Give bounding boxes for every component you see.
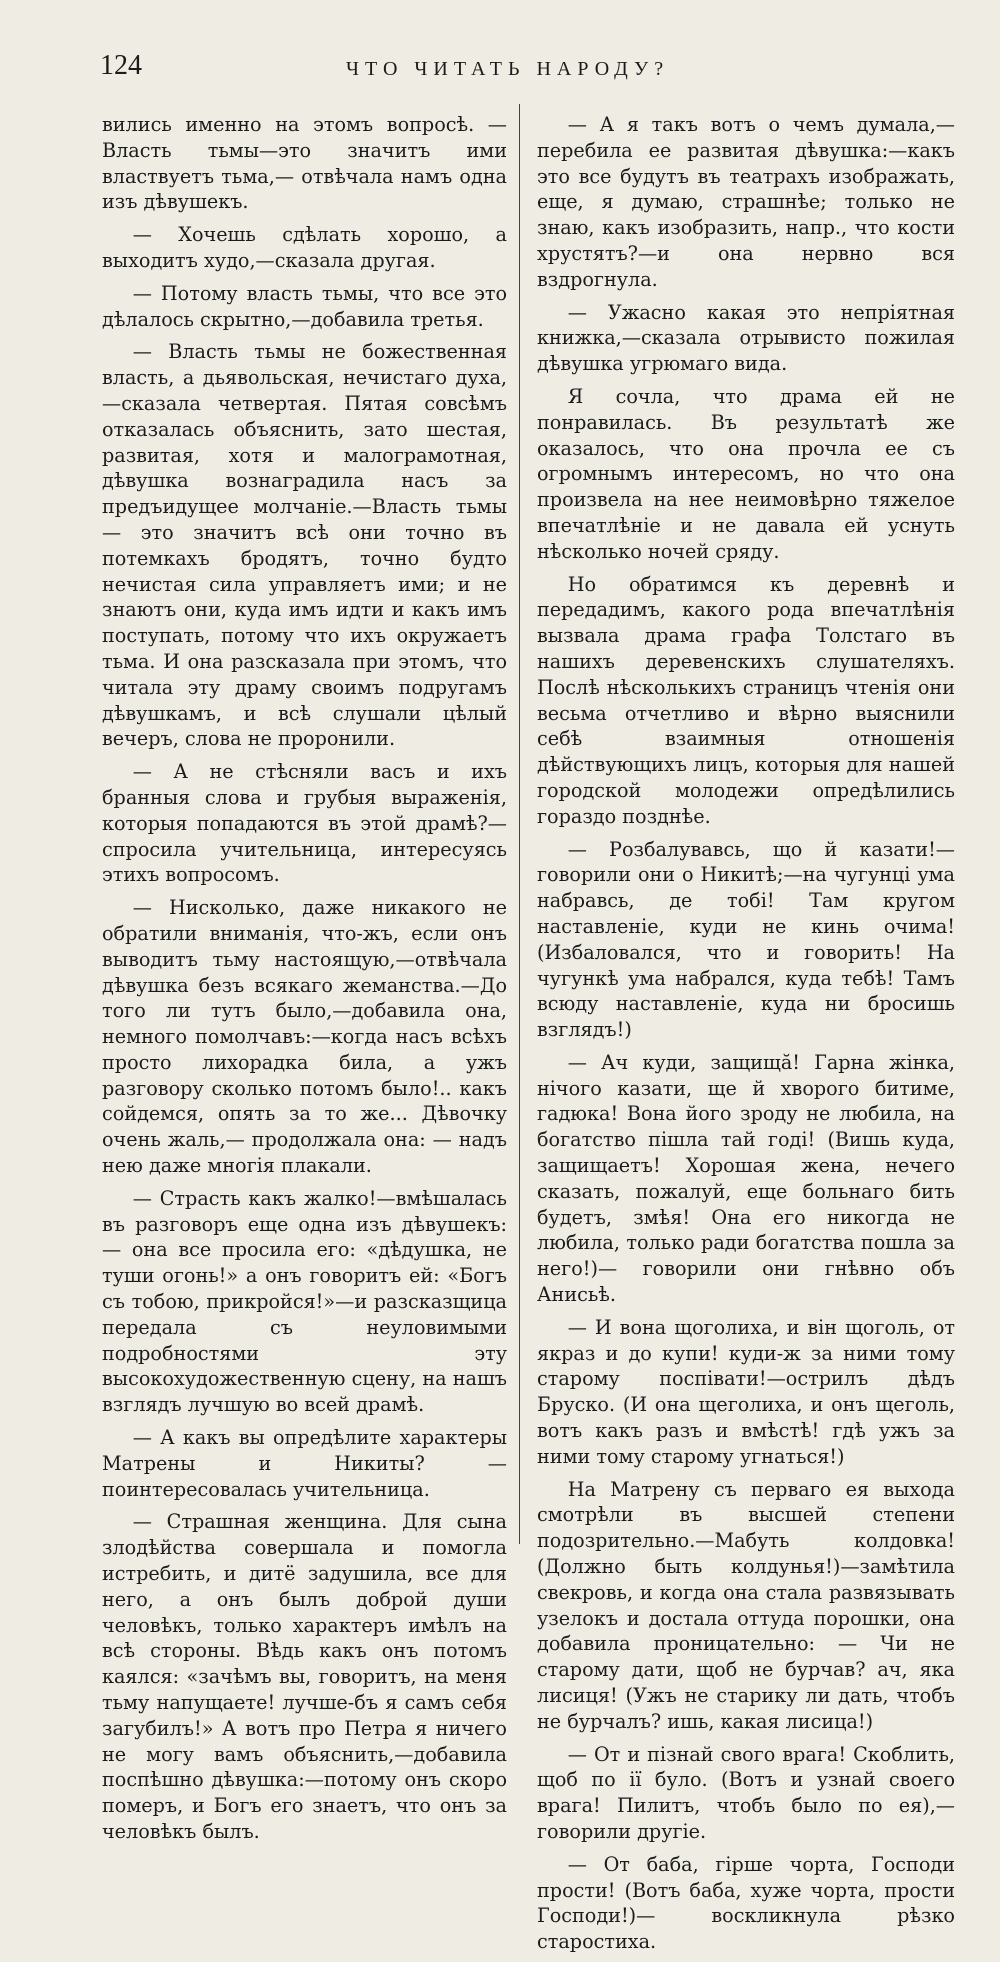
left-column [102, 112, 507, 1852]
column-divider [519, 104, 520, 1544]
right-column [537, 112, 955, 1962]
paragraph: — Потому власть тьмы, что все это дѣлалось скрытно,—добавила третья. [102, 281, 507, 331]
page-header [100, 50, 1000, 100]
paragraph: — А не стѣсняли васъ и ихъ бранныя слова и грубыя выраженія, которыя попадаются въ этой драмѣ?—спросила учительница, интересуясь этихъ вопросомъ. [102, 760, 507, 887]
paragraph: вились именно на этомъ вопросѣ. — Власть тьмы—это значитъ ими властвуетъ тьма,— отвѣчала намъ одна изъ дѣвушекъ. [102, 113, 507, 214]
paragraph: — От и пізнай свого врага! Скоблить, щоб по ії було. (Вотъ и узнай своего врага! Пилитъ, чтобъ было по ея),—говорили другіе. [537, 1742, 955, 1843]
paragraph: — Страсть какъ жалко!—вмѣшалась въ разговоръ еще одна изъ дѣвушекъ: — она все просила его: «дѣдушка, не туши огонь!» а онъ говоритъ ей: «Богъ съ тобою, прикройся!»—и разсказщица передала съ неуловимыми подробностями эту высокохудожественную сцену, на нашъ взглядъ лучшую во всей драмѣ. [102, 1186, 507, 1417]
paragraph: — А я такъ вотъ о чемъ думала,—перебила ее развитая дѣвушка:—какъ это все будутъ въ театрахъ изображать, еще, я думаю, страшнѣе; только не знаю, какъ изобразить, напр., что кости хрустятъ?—и она нервно вся вздрогнула. [537, 113, 955, 291]
paragraph: Но обратимся къ деревнѣ и передадимъ, какого рода впечатлѣнія вызвала драма графа Толстаго въ нашихъ деревенскихъ слушателяхъ. Послѣ нѣсколькихъ страницъ чтенія они весьма отчетливо и вѣрно выяснили себѣ взаимныя отношенія дѣйствующихъ лицъ, которыя для нашей городской молодежи опредѣлились гораздо позднѣе. [537, 572, 955, 828]
paragraph: — И вона щоголиха, и він щоголь, от якраз и до купи! куди-ж за ними тому старому поспівати!—острилъ дѣдъ Бруско. (И она щеголиха, и онъ щеголь, вотъ какъ разъ и вмѣстѣ! гдѣ ужъ за ними тому старому угнаться!) [537, 1315, 955, 1468]
paragraph: — А какъ вы опредѣлите характеры Матрены и Никиты? — поинтересовалась учительница. [102, 1426, 507, 1501]
paragraph: — Нисколько, даже никакого не обратили вниманія, что-жъ, если онъ выводитъ тьму настоящую,—отвѣчала дѣвушка безъ всякаго жеманства.—До того ли тутъ было,—добавила она, немного помолчавъ:—когда насъ всѣхъ просто лихорадка била, а ужъ разговору сколько потомъ было!.. какъ сойдемся, опять за то же... Дѣвочку очень жаль,— продолжала она: — надъ нею даже многія плакали. [102, 896, 507, 1178]
page-number: 124 [100, 50, 142, 81]
paragraph: — Ужасно какая это непріятная книжка,—сказала отрывисто пожилая дѣвушка угрюмаго вида. [537, 300, 955, 376]
paragraph: — Власть тьмы не божественная власть, а дьявольская, нечистаго духа,—сказала четвертая. Пятая совсѣмъ отказалась объяснить, зато шестая, развитая, хотя и малограмотная, дѣвушка вознаградила насъ за предъидущее молчаніе.—Власть тьмы — это значитъ всѣ они точно въ потемкахъ бродятъ, точно будто нечистая сила управляетъ ими; и не знаютъ они, куда имъ идти и какъ имъ поступать, потому что ихъ окружаетъ тьма. И она разсказала при этомъ, что читала эту драму своимъ подругамъ дѣвушкамъ, и всѣ слушали цѣлый вечеръ, слова не проронили. [102, 340, 507, 751]
paragraph: — Хочешь сдѣлать хорошо, а выходитъ худо,—сказала другая. [102, 223, 507, 272]
paragraph: — Ач куди, защищă! Гарна жінка, нічого казати, ще й хворого битиме, гадюка! Вона його зроду не любила, на богатство пішла тай годі! (Вишь куда, защищаетъ! Хорошая жена, нечего сказать, пожалуй, еще больнаго бить будетъ, змѣя! Она его никогда не любила, только ради богатства пошла за него!)— говорили они гнѣвно объ Анисьѣ. [537, 1050, 955, 1307]
paragraph: — Розбалувавсь, що й казати!—говорили они о Никитѣ;—на чугунці ума набравсь, де тобі! Там кругом наставленіе, куди не кинь очима! (Избаловался, что и говорить! На чугункѣ ума набрался, куда тебѣ! Тамъ всюду наставленіе, куда ни бросишь взглядъ!) [537, 837, 955, 1042]
paragraph: Я сочла, что драма ей не понравилась. Въ результатѣ же оказалось, что она прочла ее съ огромнымъ интересомъ, но что она произвела на нее неимовѣрно тяжелое впечатлѣніе и не давала ей уснуть нѣсколько ночей сряду. [537, 384, 955, 563]
paragraph: — От баба, гірше чорта, Господи прости! (Вотъ баба, хуже чорта, прости Господи!)— воскликнула рѣзко старостиха. [537, 1852, 955, 1954]
paragraph: На Матрену съ перваго ея выхода смотрѣли въ высшей степени подозрительно.—Мабуть колдовка! (Должно быть колдунья!)—замѣтила свекровь, и когда она стала развязывать узелокъ и достала оттуда порошки, она добавила проницательно: — Чи не старому дати, щоб не бурчав? ач, яка лисиця! (Ужъ не старику ли дать, чтобъ не бурчалъ? ишь, какая лисица!) [537, 1477, 955, 1733]
running-title: ЧТО ЧИТАТЬ НАРОДУ? [346, 58, 670, 80]
paragraph: — Страшная женщина. Для сына злодѣйства совершала и помогла истребить, и дитё задушила, все для него, а онъ былъ доброй души человѣкъ, только характеръ имѣлъ на всѣ стороны. Вѣдь какъ онъ потомъ каялся: «зачѣмъ вы, говоритъ, на меня тьму напущаете! лучше-бъ я самъ себя загубилъ!» А вотъ про Петра я ничего не могу вамъ объяснить,—добавила поспѣшно дѣвушка:—потому онъ скоро померъ, и Богъ его знаетъ, что онъ за человѣкъ былъ. [102, 1510, 507, 1843]
